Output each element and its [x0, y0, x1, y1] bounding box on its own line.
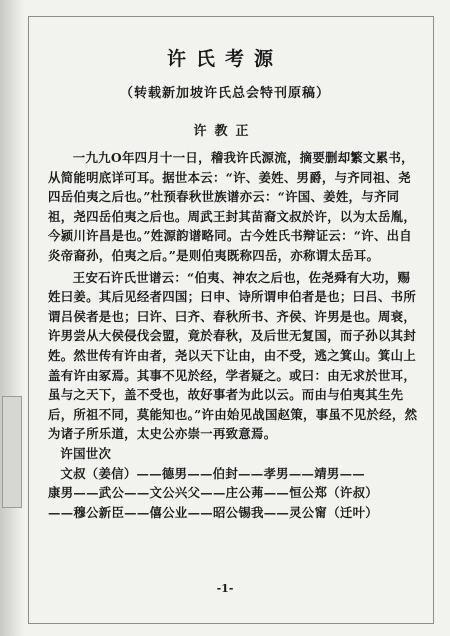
- page-title: 许氏考源: [166, 48, 283, 70]
- page-number: -1-: [216, 582, 234, 595]
- lineage-line: 文叔（姜信）——德男——伯封——孝男——靖男——: [60, 465, 365, 481]
- lineage-heading: 许国世次: [60, 445, 112, 461]
- page-subtitle: （转载新加坡许氏总会特刊原稿）: [119, 86, 330, 101]
- lineage-line: ——穆公新臣——僖公业——昭公锡我——灵公甯（迁叶）: [48, 504, 378, 520]
- lineage-line: 康男——武公——文公兴父——庄公茀——恒公郑（许叔）: [48, 485, 378, 501]
- paragraph: 一九九O年四月十一日，稽我许氏源流，摘要删却繁文累书，从简能明底详可耳。据世本云：“许、姜姓、男爵，与齐同祖、尧四岳伯夷之后也。”杜预春秋世族谱亦云：“许国、姜姓，与齐同祖，尧四岳伯夷之后也。周武王封其苗裔文叔於许，以为太岳胤，今颍川许昌是也。”姓源韵谱略同。古今姓氏书辩证云：“许、出自炎帝裔孙，伯夷之后。”是则伯夷既称四岳，亦称谓太岳耳。: [48, 150, 417, 263]
- spine-label: [2, 396, 22, 508]
- author-name: 许教正: [193, 124, 257, 139]
- lineage-list: [48, 464, 420, 523]
- paragraph: 王安石许氏世谱云：“伯夷、神农之后也，佐尧舜有大功，赐姓曰姜。其后见经者四国；曰申、诗所谓申伯者是也；曰吕、书所谓吕侯者是也；曰许、曰齐、春秋所书、齐侯、许男是也。周衰，许男尝从大侯侵伐会盟，竟於春秋，及后世无复国，而子孙以其封姓。然世传有许由者，尧以天下让由，由不受，逃之箕山。箕山上盖有许由冢焉。其事不见於经，学者疑之。或曰：由无求於世耳，虽与之天下，盖不受也，故好事者为此以云。而由与伯夷其生先后，所祖不同，莫能知也。”许由始见战国赵策，事虽不见於经，然为诸子所乐道，太史公亦崇一再致意焉。: [48, 269, 418, 442]
- article-body: [48, 148, 420, 522]
